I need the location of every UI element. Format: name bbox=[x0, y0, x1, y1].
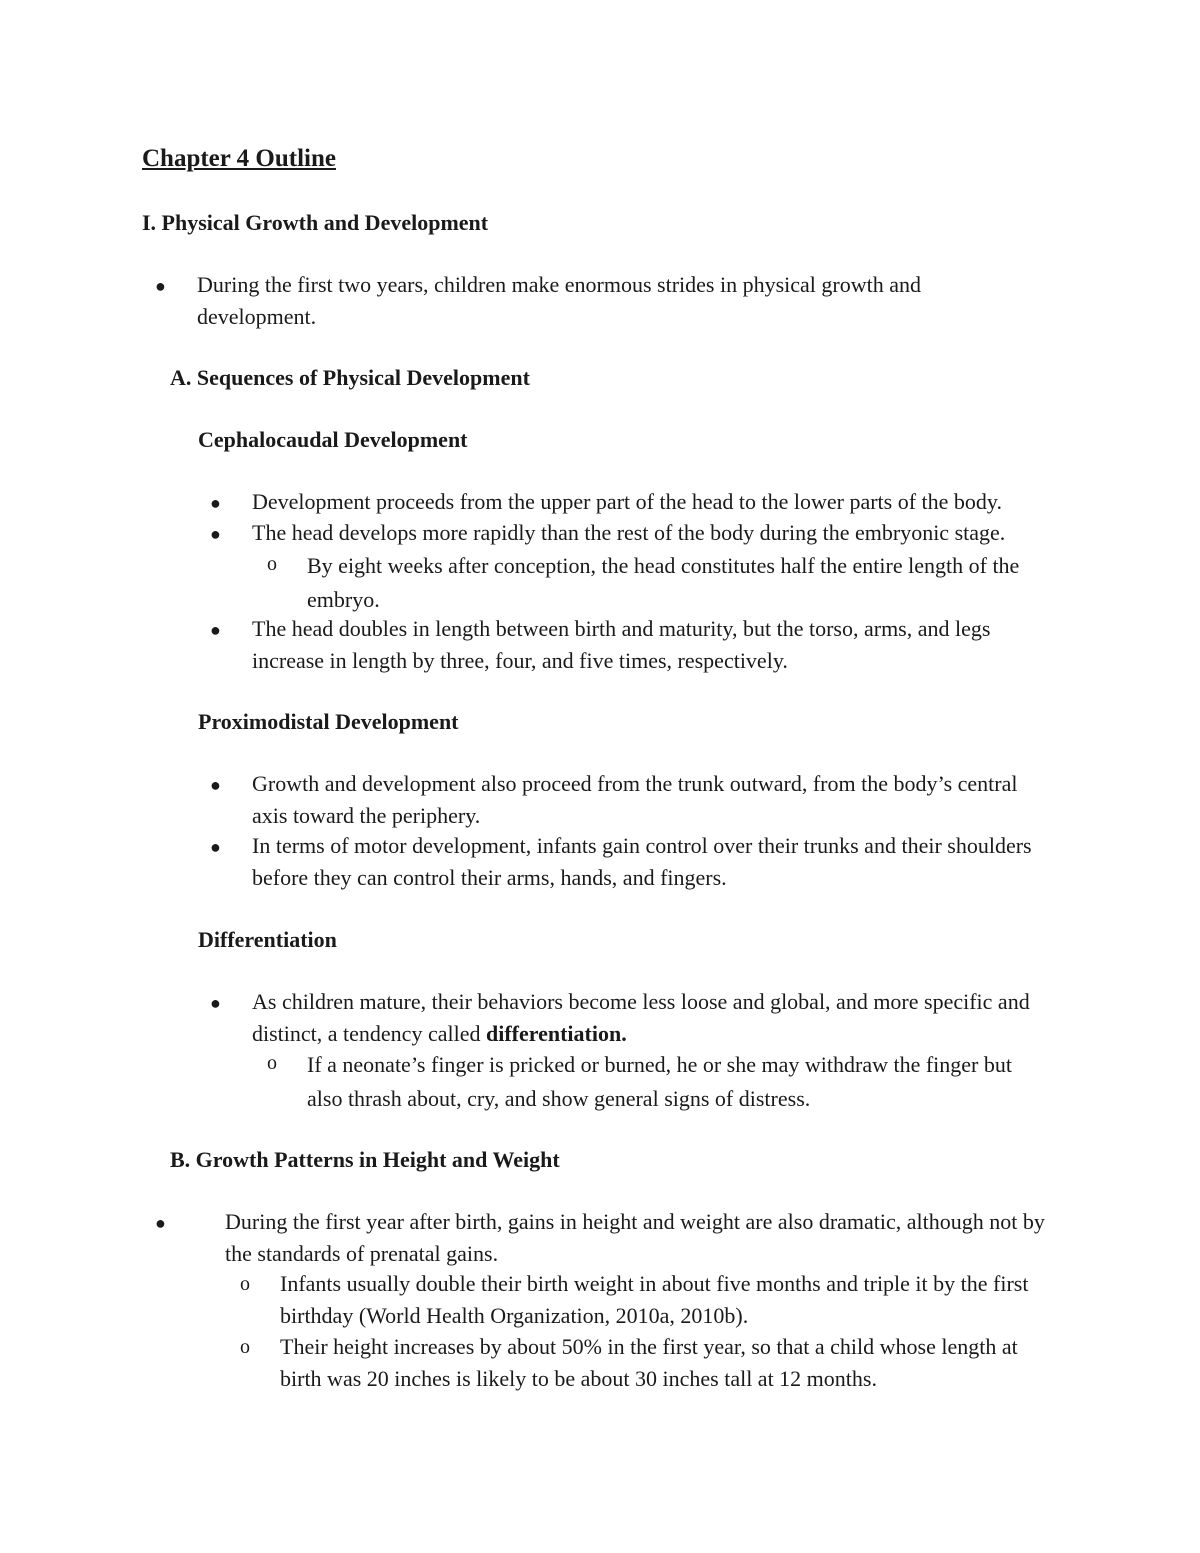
subheading-cephalocaudal: Cephalocaudal Development bbox=[198, 427, 468, 452]
list-item-text: In terms of motor development, infants gain control over their trunks and their shoulders before they can control their arms, hands, and fingers. bbox=[252, 833, 1032, 890]
sub-bullet-icon: o bbox=[267, 1052, 277, 1074]
bullet-icon: ● bbox=[210, 993, 221, 1013]
list-item-text: The head doubles in length between birth and maturity, but the torso, arms, and legs increase in length by three, four, and five times, respectively. bbox=[252, 616, 991, 673]
bullet-icon: ● bbox=[210, 493, 221, 513]
bullet-icon: ● bbox=[210, 837, 221, 857]
subheading-differentiation: Differentiation bbox=[198, 927, 337, 952]
bullet-icon: ● bbox=[155, 276, 166, 296]
sub-bullet-icon: o bbox=[240, 1273, 250, 1295]
bullet-icon: ● bbox=[210, 524, 221, 544]
bullet-icon: ● bbox=[210, 620, 221, 640]
list-item-text: During the first year after birth, gains in height and weight are also dramatic, although not by the standards of prenatal gains. bbox=[225, 1209, 1045, 1266]
section-heading-sequences: A. Sequences of Physical Development bbox=[170, 365, 530, 390]
page-title: Chapter 4 Outline bbox=[142, 145, 336, 172]
term-differentiation: differentiation. bbox=[485, 1021, 627, 1046]
list-item-text: The head develops more rapidly than the rest of the body during the embryonic stage. bbox=[252, 520, 1006, 545]
list-item-text bbox=[252, 986, 1052, 1050]
sub-list-item-text: Their height increases by about 50% in the first year, so that a child whose length at birth was 20 inches is likely to be about 30 inches tall at 12 months. bbox=[280, 1334, 1018, 1391]
section-heading-physical-growth: I. Physical Growth and Development bbox=[142, 210, 489, 235]
sub-list-item-text: If a neonate’s finger is pricked or burned, he or she may withdraw the finger but also thrash about, cry, and show general signs of distress. bbox=[307, 1052, 1012, 1111]
list-item-text: Development proceeds from the upper part of the head to the lower parts of the body. bbox=[252, 489, 1002, 514]
subheading-proximodistal: Proximodistal Development bbox=[198, 709, 459, 734]
list-item-text: During the first two years, children make enormous strides in physical growth and development. bbox=[197, 272, 922, 329]
sub-bullet-icon: o bbox=[240, 1336, 250, 1358]
section-heading-growth-patterns: B. Growth Patterns in Height and Weight bbox=[170, 1147, 560, 1172]
list-item-text: Growth and development also proceed from the trunk outward, from the body’s central axis toward the periphery. bbox=[252, 771, 1018, 828]
sub-list-item-text: By eight weeks after conception, the head constitutes half the entire length of the embryo. bbox=[307, 553, 1020, 612]
bullet-icon: ● bbox=[210, 775, 221, 795]
list-item-text-prefix: As children mature, their behaviors become less loose and global, and more specific and distinct, a tendency called bbox=[252, 989, 1030, 1046]
sub-bullet-icon: o bbox=[267, 553, 277, 575]
bullet-icon: ● bbox=[155, 1213, 166, 1233]
sub-list-item-text: Infants usually double their birth weight in about five months and triple it by the first birthday (World Health Organization, 2010a, 2010b). bbox=[280, 1271, 1029, 1328]
